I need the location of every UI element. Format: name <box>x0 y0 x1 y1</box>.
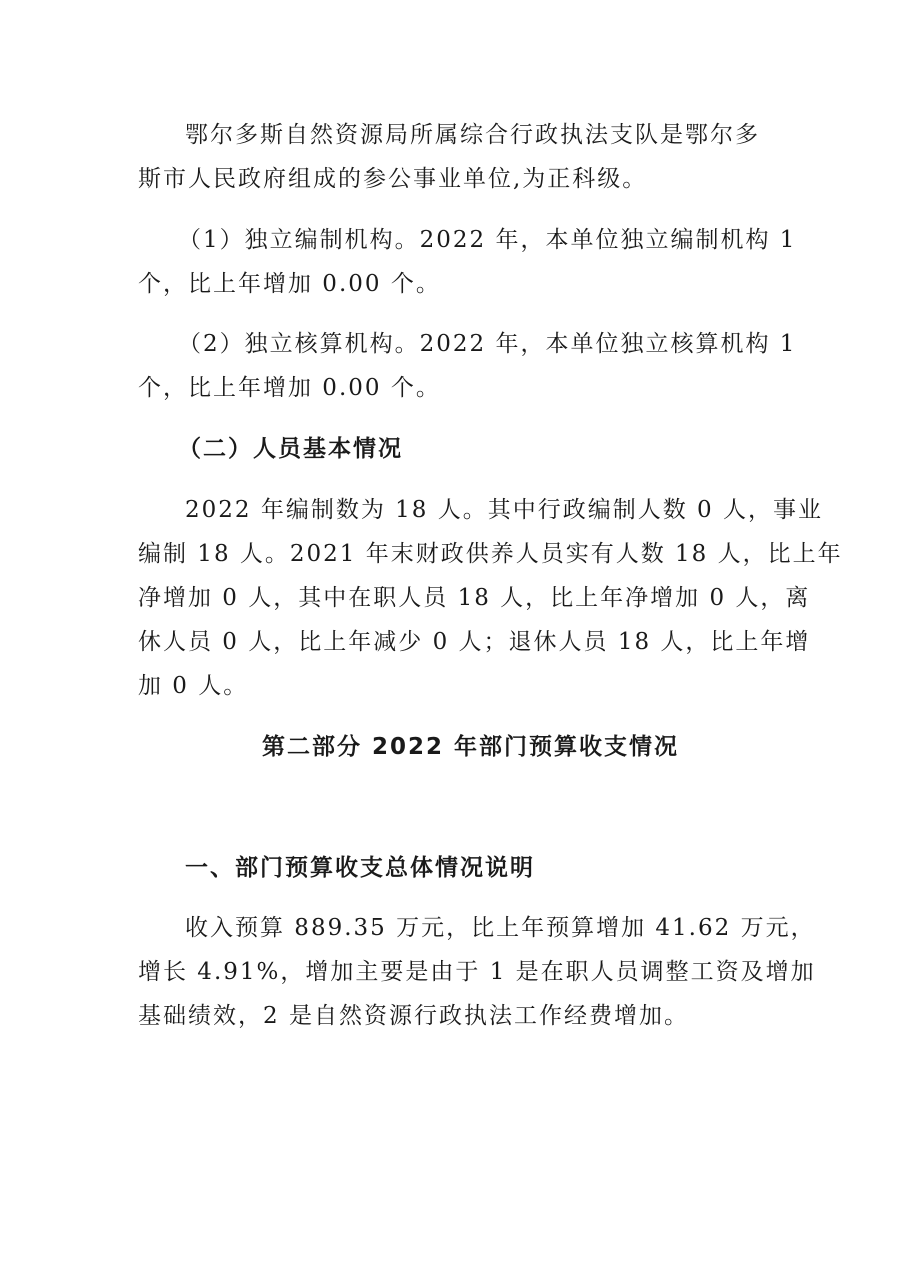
intro-line-1: 鄂尔多斯自然资源局所属综合行政执法支队是鄂尔多 <box>185 122 760 148</box>
item2-line-1: （2）独立核算机构。2022 年，本单位独立核算机构 1 <box>178 331 797 357</box>
personnel-line-1: 2022 年编制数为 18 人。其中行政编制人数 0 人，事业 <box>185 497 823 523</box>
item1-line-2: 个，比上年增加 0.00 个。 <box>138 271 441 297</box>
part-two-heading: 第二部分 2022 年部门预算收支情况 <box>262 734 680 760</box>
personnel-line-2: 编制 18 人。2021 年末财政供养人员实有人数 18 人，比上年 <box>138 541 843 567</box>
budget-line-3: 基础绩效，2 是自然资源行政执法工作经费增加。 <box>138 1003 689 1029</box>
section-heading-personnel: （二）人员基本情况 <box>178 436 403 462</box>
personnel-line-4: 休人员 0 人，比上年减少 0 人；退休人员 18 人，比上年增 <box>138 629 811 655</box>
item1-line-1: （1）独立编制机构。2022 年，本单位独立编制机构 1 <box>178 227 797 253</box>
item2-line-2: 个，比上年增加 0.00 个。 <box>138 375 441 401</box>
personnel-line-3: 净增加 0 人，其中在职人员 18 人，比上年净增加 0 人，离 <box>138 585 811 611</box>
budget-line-2: 增长 4.91%，增加主要是由于 1 是在职人员调整工资及增加 <box>138 959 816 985</box>
budget-line-1: 收入预算 889.35 万元，比上年预算增加 41.62 万元， <box>185 915 816 941</box>
personnel-line-5: 加 0 人。 <box>138 673 249 699</box>
section-heading-budget-overview: 一、部门预算收支总体情况说明 <box>185 855 535 881</box>
intro-line-2: 斯市人民政府组成的参公事业单位,为正科级。 <box>138 166 648 192</box>
